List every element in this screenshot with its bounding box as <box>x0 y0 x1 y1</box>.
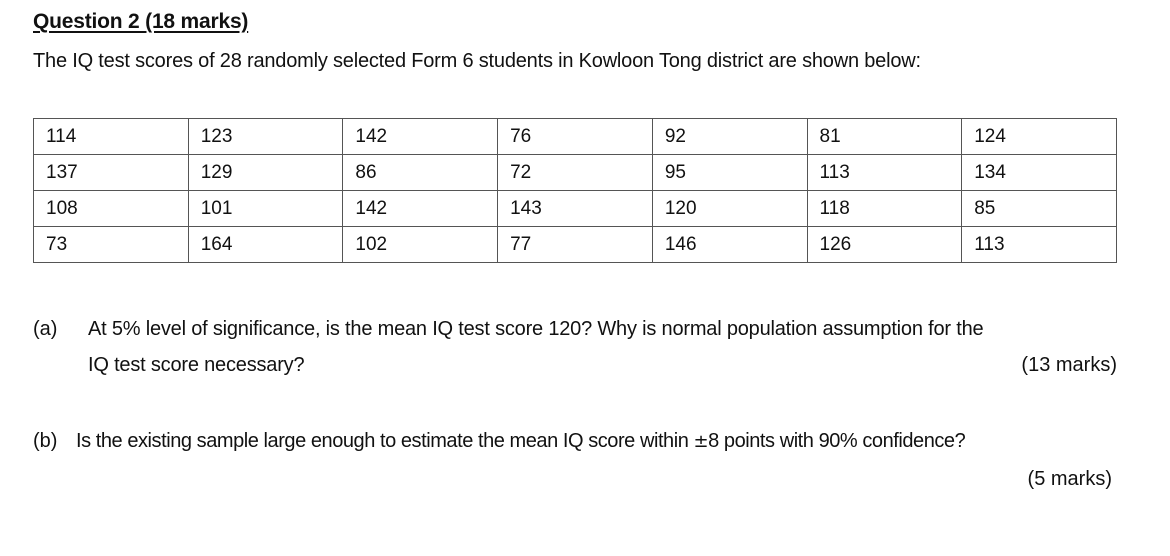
part-b-text-before: Is the existing sample large enough to estimate the mean IQ score within <box>76 430 689 452</box>
part-b-marks: (5 marks) <box>1027 468 1112 490</box>
table-cell: 113 <box>807 155 962 191</box>
iq-scores-table <box>33 118 1117 263</box>
table-cell: 101 <box>188 191 343 227</box>
table-cell: 146 <box>652 227 807 263</box>
table-cell: 72 <box>498 155 653 191</box>
table-cell: 137 <box>34 155 189 191</box>
table-cell: 73 <box>34 227 189 263</box>
table-cell: 92 <box>652 119 807 155</box>
table-cell: 124 <box>962 119 1117 155</box>
table-cell: 86 <box>343 155 498 191</box>
table-cell: 126 <box>807 227 962 263</box>
table-cell: 76 <box>498 119 653 155</box>
table-cell: 102 <box>343 227 498 263</box>
table-cell: 123 <box>188 119 343 155</box>
table-cell: 108 <box>34 191 189 227</box>
table-cell: 143 <box>498 191 653 227</box>
table-cell: 120 <box>652 191 807 227</box>
table-cell: 77 <box>498 227 653 263</box>
table-cell: 95 <box>652 155 807 191</box>
table-cell: 81 <box>807 119 962 155</box>
part-a-line1: At 5% level of significance, is the mean IQ test score 120? Why is normal population assumption for the <box>88 318 984 340</box>
part-b-label: (b) <box>33 430 58 452</box>
table-row <box>34 119 1117 155</box>
part-b-question <box>76 430 965 453</box>
table-cell: 113 <box>962 227 1117 263</box>
part-a-label: (a) <box>33 318 58 340</box>
part-a-line2: IQ test score necessary? <box>88 354 305 376</box>
table-cell: 164 <box>188 227 343 263</box>
table-cell: 142 <box>343 191 498 227</box>
table-cell: 118 <box>807 191 962 227</box>
table-row <box>34 155 1117 191</box>
part-b-text-after: 8 points with 90% confidence? <box>708 430 966 452</box>
table-cell: 114 <box>34 119 189 155</box>
question-heading: Question 2 (18 marks) <box>33 10 249 33</box>
question-intro: The IQ test scores of 28 randomly selected Form 6 students in Kowloon Tong district are shown below: <box>33 50 921 72</box>
table-cell: 142 <box>343 119 498 155</box>
part-a-marks: (13 marks) <box>1021 354 1117 376</box>
plus-minus-symbol: ± <box>693 431 709 452</box>
table-cell: 85 <box>962 191 1117 227</box>
table-cell: 129 <box>188 155 343 191</box>
table-row <box>34 191 1117 227</box>
table-cell: 134 <box>962 155 1117 191</box>
table-row <box>34 227 1117 263</box>
